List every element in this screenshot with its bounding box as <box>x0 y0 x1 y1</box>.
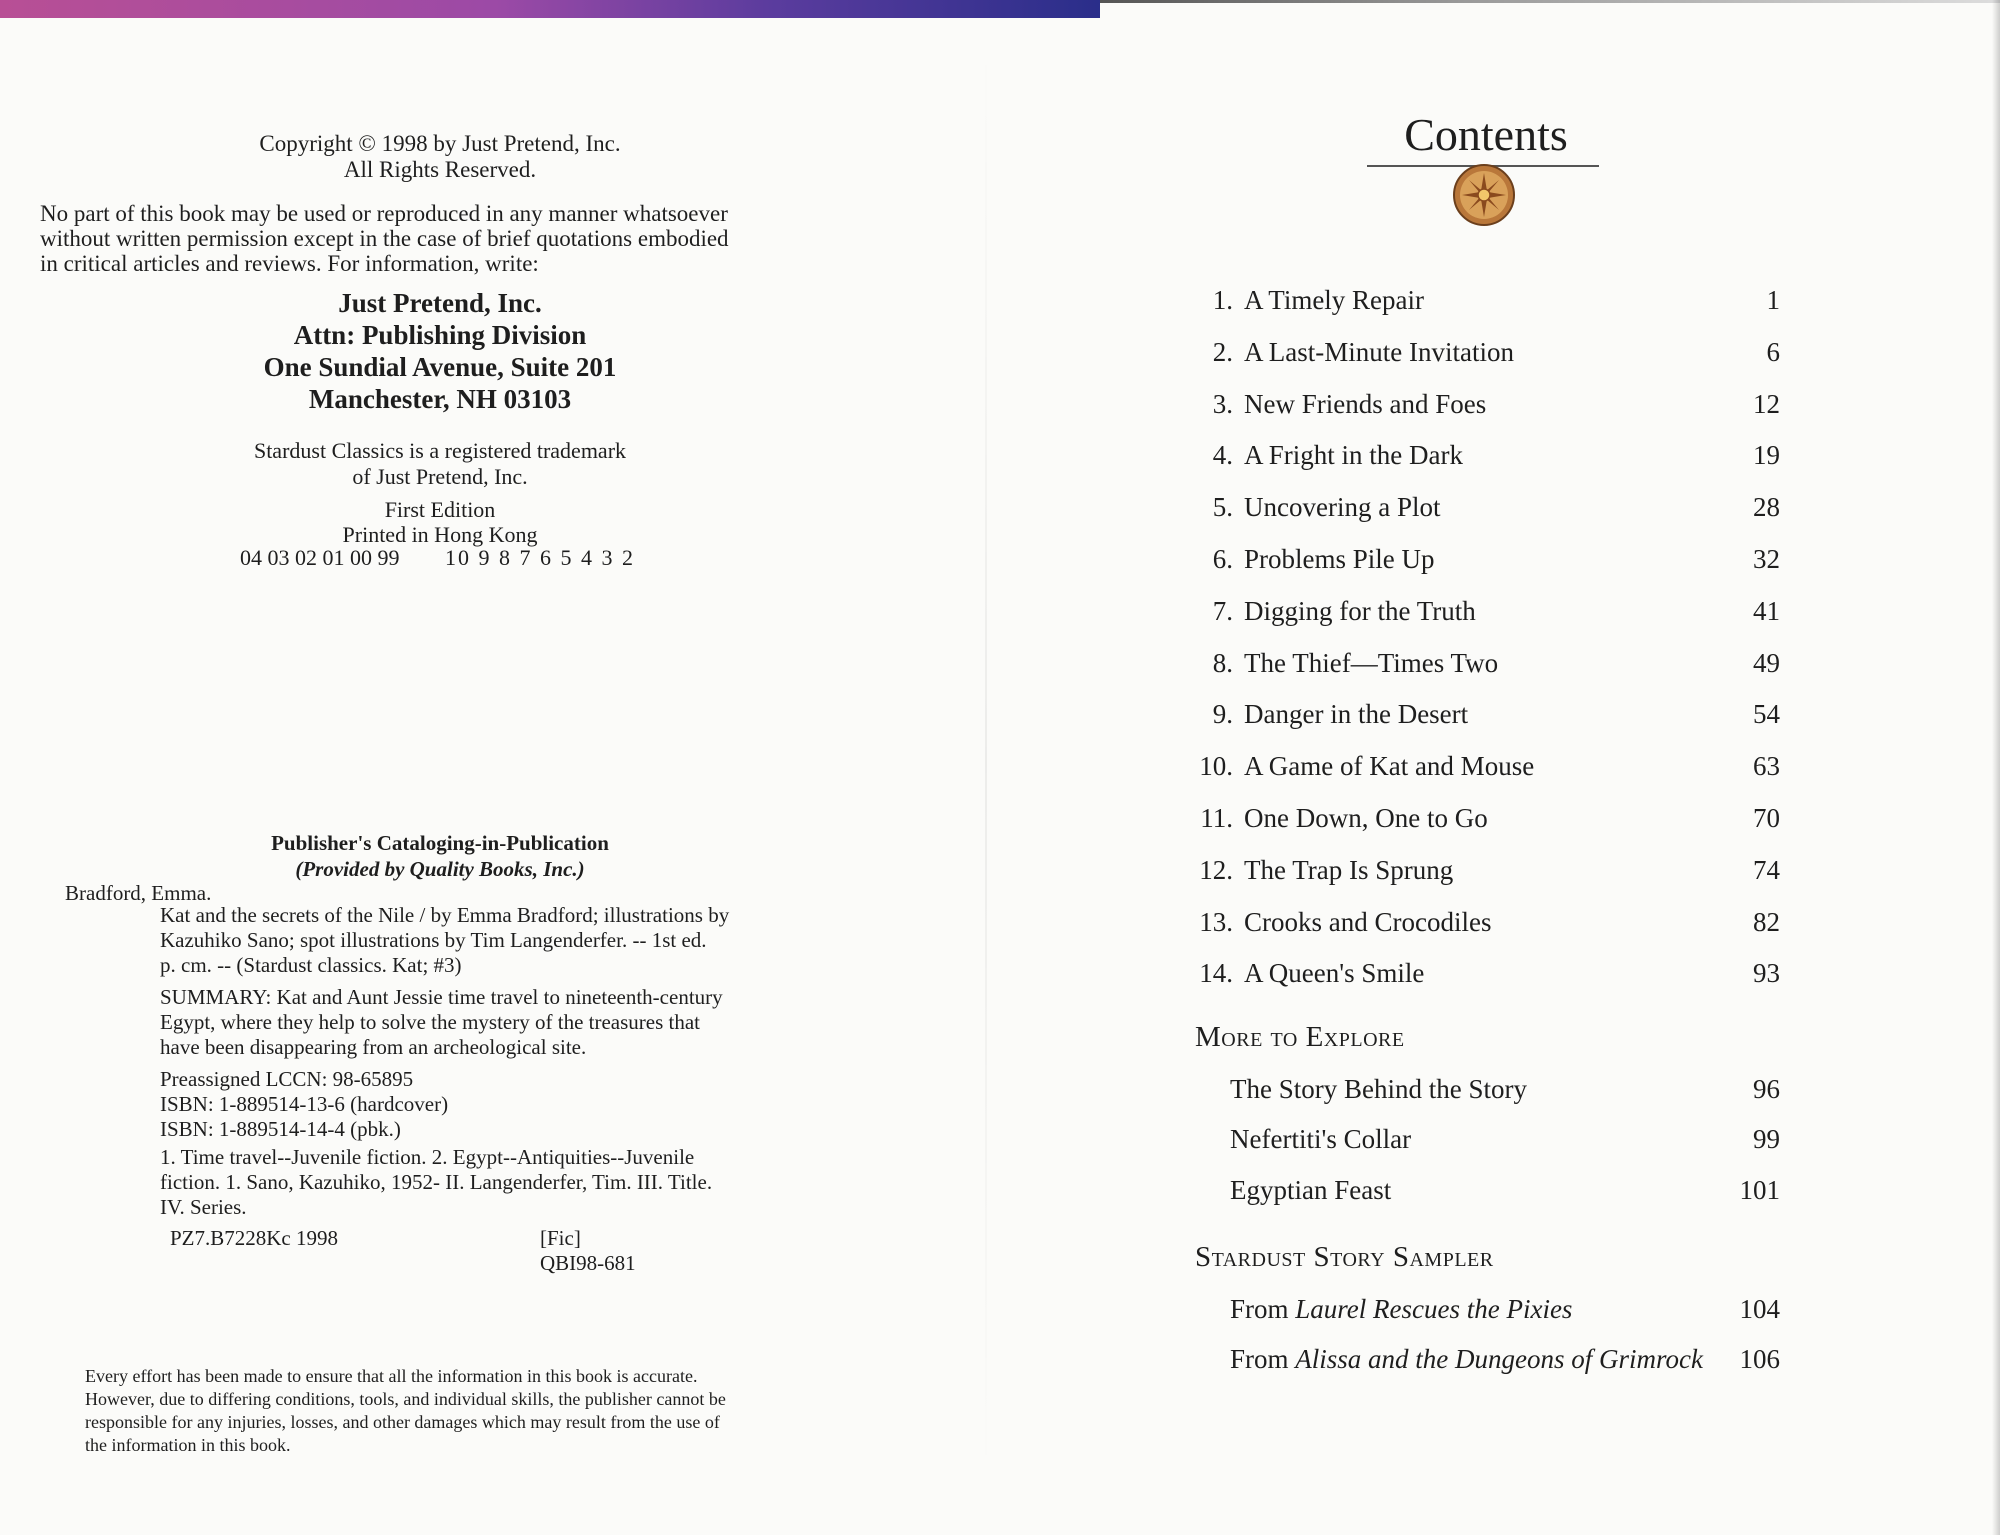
rights-reserved-line: All Rights Reserved. <box>343 157 537 182</box>
sampler-book-title: Alissa and the Dungeons of Grimrock <box>1295 1344 1703 1374</box>
chapter-title: New Friends and Foes <box>1244 388 1487 419</box>
book-gutter <box>985 40 987 1480</box>
chapter-entry <box>1180 746 1780 786</box>
trademark-line: of Just Pretend, Inc. <box>352 464 528 489</box>
sampler-title-line <box>1230 1339 1703 1379</box>
chapter-entry <box>1180 902 1780 942</box>
rights-line: in critical articles and reviews. For information, write: <box>40 251 539 276</box>
chapter-title: A Fright in the Dark <box>1244 440 1463 471</box>
sun-medallion-icon <box>1452 163 1516 227</box>
chapter-number: 4. <box>1212 440 1233 471</box>
cip-line: Kat and the secrets of the Nile / by Emma Bradford; illustrations by <box>160 903 730 927</box>
chapter-page-number: 54 <box>1753 699 1780 730</box>
sampler-page-number: 106 <box>1739 1344 1780 1374</box>
cip-line: Kazuhiko Sano; spot illustrations by Tim Langenderfer. -- 1st ed. <box>160 928 707 952</box>
chapter-page-number: 93 <box>1753 958 1780 989</box>
chapter-title: Crooks and Crocodiles <box>1244 906 1492 937</box>
chapter-number: 10. <box>1199 751 1233 782</box>
sampler-prefix: From <box>1230 1294 1289 1324</box>
chapter-page-number: 19 <box>1753 440 1780 471</box>
chapter-page-number: 74 <box>1753 854 1780 885</box>
sampler-book-title: Laurel Rescues the Pixies <box>1295 1294 1573 1324</box>
chapter-title: Uncovering a Plot <box>1244 492 1441 523</box>
chapter-title: A Game of Kat and Mouse <box>1244 751 1535 782</box>
chapter-number: 14. <box>1199 958 1233 989</box>
chapter-title: Danger in the Desert <box>1244 699 1469 730</box>
explore-title: Egyptian Feast <box>1230 1175 1392 1205</box>
chapter-title: Digging for the Truth <box>1244 595 1476 626</box>
chapter-page-number: 6 <box>1766 336 1780 367</box>
disclaimer-line: However, due to differing conditions, tools, and individual skills, the publisher cannot be <box>85 1389 726 1409</box>
explore-page-number: 99 <box>1753 1124 1780 1154</box>
chapter-entry <box>1180 798 1780 838</box>
rights-line: No part of this book may be used or reproduced in any manner whatsoever <box>40 201 728 226</box>
printing-line <box>240 545 720 570</box>
chapter-page-number: 41 <box>1753 595 1780 626</box>
disclaimer-line: the information in this book. <box>85 1435 291 1455</box>
chapter-title: Problems Pile Up <box>1244 544 1435 574</box>
qbi-code: QBI98-681 <box>540 1251 636 1275</box>
chapter-number: 7. <box>1212 595 1233 626</box>
copyright-page <box>40 0 840 1535</box>
address-line: Manchester, NH 03103 <box>308 384 572 414</box>
contents-title: Contents <box>1404 109 1568 160</box>
page-edge-shadow <box>1992 0 2000 1535</box>
chapter-number: 12. <box>1199 854 1233 885</box>
chapter-page-number: 82 <box>1753 906 1780 937</box>
chapter-entry <box>1180 591 1780 631</box>
explore-entry <box>1230 1170 1780 1210</box>
cip-summary-block <box>160 985 840 1060</box>
chapter-entry <box>1180 850 1780 890</box>
disclaimer-line: Every effort has been made to ensure that all the information in this book is accurate. <box>85 1366 698 1386</box>
cip-line: 1. Time travel--Juvenile fiction. 2. Egypt--Antiquities--Juvenile <box>160 1145 695 1169</box>
trademark-notice <box>40 438 840 490</box>
chapter-entry <box>1180 694 1780 734</box>
copyright-line: Copyright © 1998 by Just Pretend, Inc. <box>259 131 621 156</box>
chapter-number: 3. <box>1212 388 1233 419</box>
explore-page-number: 101 <box>1739 1175 1780 1205</box>
disclaimer <box>85 1365 875 1457</box>
address-line: Just Pretend, Inc. <box>338 288 542 318</box>
chapter-page-number: 63 <box>1753 751 1780 782</box>
chapter-number: 11. <box>1200 803 1233 833</box>
chapter-number: 6. <box>1212 544 1233 574</box>
printing-runs: 10 9 8 7 6 5 4 3 2 <box>445 545 635 570</box>
chapter-entry <box>1180 280 1780 320</box>
cip-line: p. cm. -- (Stardust classics. Kat; #3) <box>160 953 462 977</box>
chapter-number: 13. <box>1199 906 1233 937</box>
rights-line: without written permission except in the case of brief quotations embodied <box>40 226 729 251</box>
explore-entry <box>1230 1069 1780 1109</box>
call-number: PZ7.B7228Kc 1998 <box>170 1226 338 1250</box>
chapter-page-number: 12 <box>1753 388 1780 419</box>
sampler-entry <box>1230 1289 1780 1329</box>
contents-page <box>1180 0 1980 1535</box>
chapter-number: 5. <box>1212 492 1233 523</box>
cip-subjects-block <box>160 1145 840 1220</box>
chapter-title: One Down, One to Go <box>1244 803 1488 833</box>
address-line: One Sundial Avenue, Suite 201 <box>263 352 617 382</box>
chapter-page-number: 32 <box>1753 544 1780 574</box>
chapter-title: The Trap Is Sprung <box>1244 854 1454 885</box>
chapter-entry <box>1180 435 1780 475</box>
cip-line: have been disappearing from an archeological site. <box>160 1035 587 1059</box>
sampler-page-number: 104 <box>1739 1294 1780 1324</box>
chapter-number: 9. <box>1212 699 1233 730</box>
explore-entry <box>1230 1119 1780 1159</box>
cip-line: Egypt, where they help to solve the mystery of the treasures that <box>160 1010 701 1034</box>
cip-isbn-block <box>160 1067 840 1142</box>
chapter-number: 2. <box>1212 336 1233 367</box>
chapter-page-number: 49 <box>1753 647 1780 678</box>
story-sampler-heading: Stardust Story Sampler <box>1195 1241 1494 1273</box>
cip-line: fiction. 1. Sano, Kazuhiko, 1952- II. Langenderfer, Tim. III. Title. <box>160 1170 713 1194</box>
explore-title: The Story Behind the Story <box>1230 1074 1527 1104</box>
cip-line: Preassigned LCCN: 98-65895 <box>160 1067 414 1091</box>
printing-years: 04 03 02 01 00 99 <box>240 545 400 570</box>
chapter-page-number: 1 <box>1766 285 1780 315</box>
address-line: Attn: Publishing Division <box>293 320 587 350</box>
cip-heading: Publisher's Cataloging-in-Publication <box>271 831 609 855</box>
chapter-title: A Timely Repair <box>1244 285 1425 315</box>
cip-author: Bradford, Emma. <box>65 881 212 905</box>
sampler-title-line <box>1230 1289 1572 1329</box>
chapter-page-number: 70 <box>1753 803 1780 833</box>
printed-in: Printed in Hong Kong <box>342 522 538 547</box>
cip-line: ISBN: 1-889514-13-6 (hardcover) <box>160 1092 449 1116</box>
chapter-number: 1. <box>1212 285 1233 315</box>
cip-title-block <box>160 903 840 978</box>
sampler-entry <box>1230 1339 1780 1379</box>
cip-line: IV. Series. <box>160 1195 247 1219</box>
chapter-entry <box>1180 643 1780 683</box>
sampler-prefix: From <box>1230 1344 1289 1374</box>
chapter-entry <box>1180 539 1780 579</box>
publisher-address <box>40 287 840 415</box>
cip-line: ISBN: 1-889514-14-4 (pbk.) <box>160 1117 401 1141</box>
cip-line: SUMMARY: Kat and Aunt Jessie time travel to nineteenth-century <box>160 985 723 1009</box>
cip-heading-block <box>40 830 840 882</box>
more-to-explore-heading: More to Explore <box>1195 1021 1405 1053</box>
trademark-line: Stardust Classics is a registered trademark <box>253 438 627 463</box>
chapter-entry <box>1180 332 1780 372</box>
chapter-page-number: 28 <box>1753 492 1780 523</box>
edition-info <box>40 497 840 547</box>
chapter-number: 8. <box>1212 647 1233 678</box>
fic-code: [Fic] <box>540 1226 581 1250</box>
rights-paragraph <box>40 201 840 276</box>
chapter-entry <box>1180 487 1780 527</box>
explore-page-number: 96 <box>1753 1074 1780 1104</box>
first-edition: First Edition <box>384 497 496 522</box>
chapter-title: A Queen's Smile <box>1244 958 1425 989</box>
disclaimer-line: responsible for any injuries, losses, and other damages which may result from the use of <box>85 1412 720 1432</box>
chapter-title: A Last-Minute Invitation <box>1244 336 1514 367</box>
chapter-title: The Thief—Times Two <box>1244 647 1499 678</box>
chapter-entry <box>1180 384 1780 424</box>
fic-code-block <box>540 1226 636 1276</box>
cip-subheading: (Provided by Quality Books, Inc.) <box>295 857 585 881</box>
copyright-notice <box>40 131 840 183</box>
explore-title: Nefertiti's Collar <box>1230 1124 1412 1154</box>
chapter-entry <box>1180 953 1780 993</box>
